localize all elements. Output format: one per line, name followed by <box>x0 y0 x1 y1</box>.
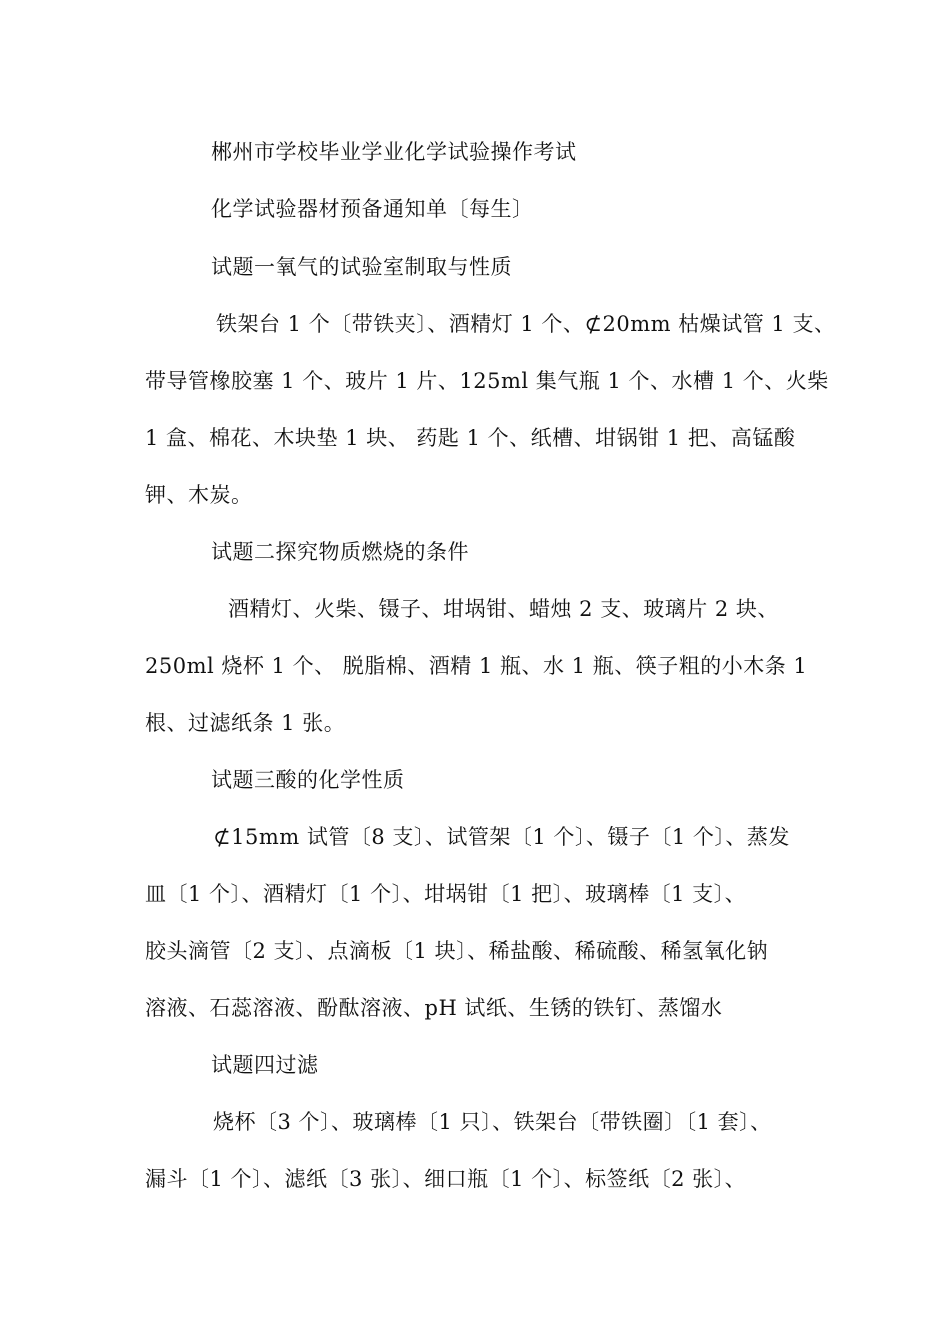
section-1-line-4: 钾、木炭。 <box>145 483 253 507</box>
section-1-line-2: 带导管橡胶塞 1 个、玻片 1 片、125ml 集气瓶 1 个、水槽 1 个、火柴 <box>145 369 829 393</box>
section-1-line-1: 铁架台 1 个〔带铁夹〕、酒精灯 1 个、⊄20mm 枯燥试管 1 支、 <box>216 312 836 336</box>
section-3-line-1: ⊄15mm 试管〔8 支〕、试管架〔1 个〕、镊子〔1 个〕、蒸发 <box>213 825 790 849</box>
section-2-line-3: 根、过滤纸条 1 张。 <box>145 711 346 735</box>
section-4-heading: 试题四过滤 <box>211 1053 319 1077</box>
document-title-line-1: 郴州市学校毕业学业化学试验操作考试 <box>211 140 577 164</box>
section-3-line-4: 溶液、石蕊溶液、酚酞溶液、pH 试纸、生锈的铁钉、蒸馏水 <box>145 996 723 1020</box>
section-2-line-1: 酒精灯、火柴、镊子、坩埚钳、蜡烛 2 支、玻璃片 2 块、 <box>228 597 779 621</box>
section-1-line-3: 1 盒、棉花、木块垫 1 块、 药匙 1 个、纸槽、坩锅钳 1 把、高锰酸 <box>145 426 796 450</box>
section-2-line-2: 250ml 烧杯 1 个、 脱脂棉、酒精 1 瓶、水 1 瓶、筷子粗的小木条 1 <box>145 654 808 678</box>
document-title-line-2: 化学试验器材预备通知单〔每生〕 <box>211 197 534 221</box>
section-3-heading: 试题三酸的化学性质 <box>211 768 405 792</box>
section-4-line-1: 烧杯〔3 个〕、玻璃棒〔1 只〕、铁架台〔带铁圈〕〔1 套〕、 <box>213 1110 772 1134</box>
section-1-heading: 试题一氧气的试验室制取与性质 <box>211 255 512 279</box>
section-3-line-3: 胶头滴管〔2 支〕、点滴板〔1 块〕、稀盐酸、稀硫酸、稀氢氧化钠 <box>145 939 769 963</box>
section-2-heading: 试题二探究物质燃烧的条件 <box>211 540 469 564</box>
section-3-line-2: 皿〔1 个〕、酒精灯〔1 个〕、坩埚钳〔1 把〕、玻璃棒〔1 支〕、 <box>145 882 747 906</box>
section-4-line-2: 漏斗〔1 个〕、滤纸〔3 张〕、细口瓶〔1 个〕、标签纸〔2 张〕、 <box>145 1167 747 1191</box>
